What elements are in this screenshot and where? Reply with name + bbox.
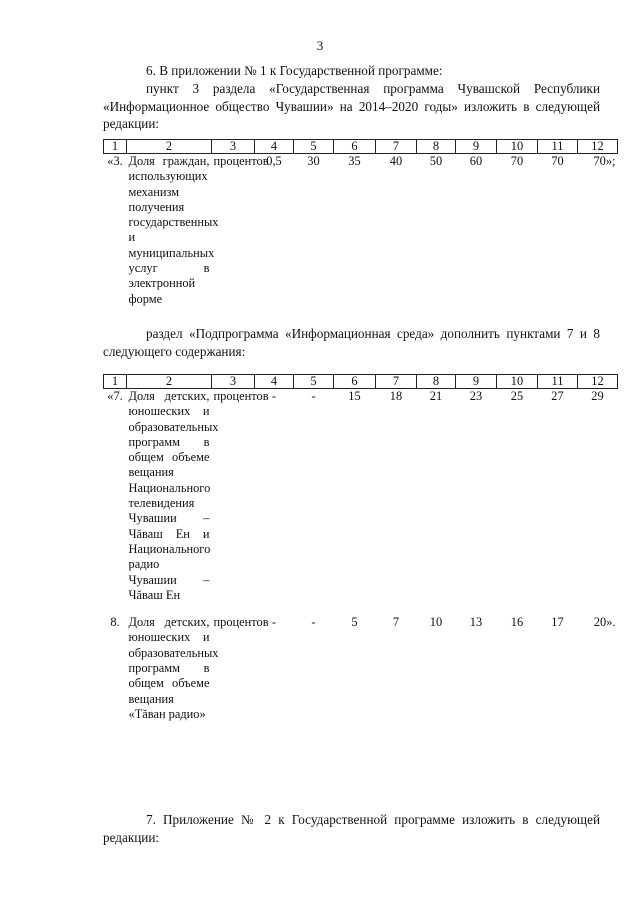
table-header-cell: 6 (334, 375, 376, 389)
value-cell: 35 (348, 154, 361, 168)
value-cell: 60 (469, 154, 483, 168)
table-header-cell: 2 (127, 375, 212, 389)
value-cell: 16 (510, 615, 524, 630)
table-header-cell: 10 (497, 375, 538, 389)
intro-line-1: 6. В приложении № 1 к Государственной программе: (146, 63, 443, 78)
value-cell: 18 (389, 389, 403, 403)
table-header-cell: 1 (104, 375, 127, 389)
value-cell: 70 (551, 154, 564, 168)
value-cell: - (271, 615, 277, 630)
table-header-cell: 1 (104, 140, 127, 154)
table-header-row (104, 140, 618, 154)
unit: процентов (213, 389, 269, 403)
table-header-cell: 6 (334, 140, 376, 154)
intro-line-2: пункт 3 раздела «Государственная программа Чувашской Республики «Информационное общество Чувашии» на 2014–2020 годы» изложить в следующей редакции: (103, 81, 600, 131)
value-cell: 0,5 (266, 154, 282, 168)
value-cell: 23 (469, 389, 483, 403)
row-number: «3. (107, 154, 123, 168)
table-2 (103, 374, 618, 722)
value-cell: 7 (392, 615, 400, 630)
table-header-cell: 9 (456, 140, 497, 154)
value-cell: 21 (429, 389, 443, 403)
value-cell: 27 (551, 389, 564, 403)
table-header-row (104, 375, 618, 389)
indicator-name: Доля граждан, использующих механизм получения государственных и муниципальных услуг в электронной форме (128, 154, 219, 306)
table-header-cell: 5 (294, 375, 334, 389)
indicator-name: Доля детских, юношеских и образовательных программ в общем объеме вещания Национального телевидения Чувашии – Чăваш Ен и Национального радио Чувашии – Чăваш Ен (128, 389, 219, 602)
table-row (104, 615, 618, 722)
table-header-cell: 5 (294, 140, 334, 154)
value-cell: - (311, 389, 316, 403)
value-cell: 40 (389, 154, 403, 168)
value-cell: 10 (429, 615, 443, 630)
table-row (104, 389, 618, 604)
table-header-cell: 10 (497, 140, 538, 154)
value-cell: - (311, 615, 316, 630)
table-header-cell: 8 (417, 375, 456, 389)
value-cell: 70»; (593, 154, 616, 168)
table-header-cell: 9 (456, 375, 497, 389)
value-cell: 70 (510, 154, 524, 168)
value-cell: 5 (351, 615, 358, 630)
table-1 (103, 139, 618, 307)
value-cell: 13 (469, 615, 483, 630)
value-cell: - (271, 389, 277, 403)
value-cell: 20». (593, 615, 616, 630)
value-cell: 29 (591, 389, 604, 403)
page-number: 3 (316, 38, 324, 53)
table-header-cell: 11 (538, 375, 578, 389)
row-number: «7. (107, 389, 123, 403)
row-number: 8. (110, 615, 120, 630)
table-header-cell: 7 (376, 140, 417, 154)
value-cell: 30 (307, 154, 320, 168)
mid-paragraph: раздел «Подпрограмма «Информационная среда» дополнить пунктами 7 и 8 следующего содержания: (103, 326, 600, 359)
table-header-cell: 7 (376, 375, 417, 389)
value-cell: 15 (348, 389, 361, 403)
table-header-cell: 12 (578, 375, 618, 389)
table-header-cell: 3 (212, 375, 255, 389)
unit: процентов (213, 615, 269, 630)
value-cell: 25 (510, 389, 524, 403)
value-cell: 17 (551, 615, 564, 630)
unit: процентов (213, 154, 269, 168)
table-header-cell: 2 (127, 140, 212, 154)
indicator-name: Доля детских, юношеских и образовательных программ в общем объеме вещания «Тăван радио» (128, 615, 219, 721)
table-header-cell: 4 (255, 140, 294, 154)
table-row (104, 154, 618, 307)
table-header-cell: 3 (212, 140, 255, 154)
table-header-cell: 12 (578, 140, 618, 154)
table-header-cell: 4 (255, 375, 294, 389)
value-cell: 50 (429, 154, 443, 168)
table-header-cell: 8 (417, 140, 456, 154)
closing-paragraph: 7. Приложение № 2 к Государственной программе изложить в следующей редакции: (103, 812, 600, 845)
row-spacer (104, 603, 618, 615)
table-header-cell: 11 (538, 140, 578, 154)
